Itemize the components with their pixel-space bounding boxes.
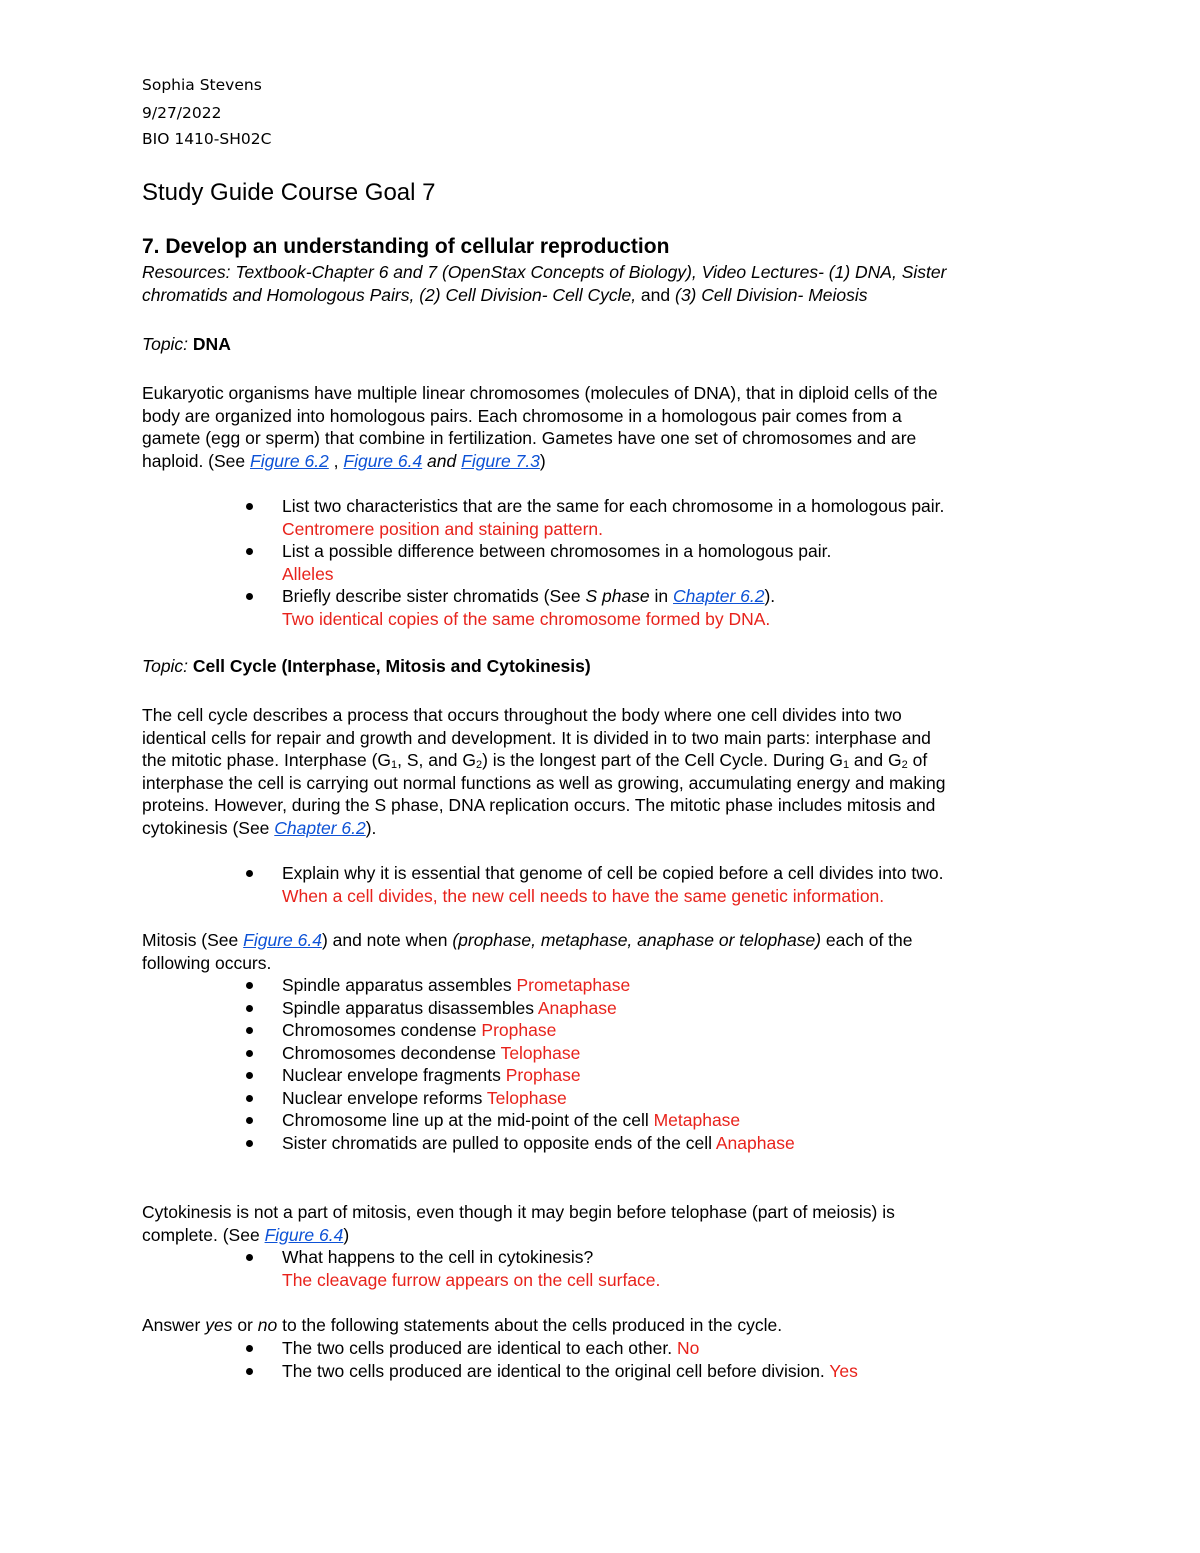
list-item <box>142 1132 1072 1155</box>
course-code: BIO 1410-SH02C <box>142 130 272 148</box>
bullet-icon <box>246 1005 253 1012</box>
answer-text: Metaphase <box>653 1110 741 1130</box>
text-part: of <box>907 750 928 770</box>
topic-dna-heading <box>142 333 231 356</box>
list-item <box>142 1109 1072 1132</box>
text-part: Answer <box>142 1315 206 1335</box>
text-part: to the following statements about the cells produced in the cycle. <box>277 1315 783 1335</box>
answer-text: Centromere position and staining pattern. <box>282 518 604 539</box>
bullet-icon <box>246 1117 253 1124</box>
bullet-icon <box>246 503 253 510</box>
dna-para-text: haploid. (See <box>142 450 250 471</box>
answer-text: Telophase <box>486 1087 567 1108</box>
figure-6-2-link[interactable]: Figure 6.2 <box>250 450 329 471</box>
cycle-paragraph <box>142 704 945 839</box>
question-text: Sister chromatids are pulled to opposite ends of the cell <box>282 1132 716 1153</box>
chapter-6-2-link[interactable]: Chapter 6.2 <box>274 817 366 838</box>
list-item <box>142 495 1072 540</box>
resources-line-2 <box>142 284 868 307</box>
dna-para-line-1: Eukaryotic organisms have multiple linear chromosomes (molecules of DNA), that in diploid cells of the <box>142 383 938 403</box>
cycle-line-3 <box>142 749 945 772</box>
cytokinesis-intro <box>142 1201 895 1246</box>
text-part: ) is the longest part of the Cell Cycle. During G <box>482 750 843 770</box>
answer-text: Yes <box>829 1360 858 1381</box>
figure-7-3-link[interactable]: Figure 7.3 <box>461 450 540 471</box>
bullet-icon <box>246 982 253 989</box>
topic-label: Topic: <box>142 656 193 676</box>
figure-6-4-link[interactable]: Figure 6.4 <box>243 930 322 950</box>
dna-para-line-3: gamete (egg or sperm) that combine in fertilization. Gametes have one set of chromosomes and are <box>142 428 917 448</box>
date: 9/27/2022 <box>142 104 222 122</box>
bullet-icon <box>246 1345 253 1352</box>
question-text: Explain why it is essential that genome of cell be copied before a cell divides into two. <box>282 863 944 883</box>
list-item <box>142 997 1072 1020</box>
dna-para-line-2: body are organized into homologous pairs. Each chromosome in a homologous pair comes from a <box>142 405 902 426</box>
question-text <box>282 585 1072 608</box>
text-part: Mitosis (See <box>142 930 244 950</box>
goal-heading: 7. Develop an understanding of cellular reproduction <box>142 235 670 258</box>
close-paren: ) <box>539 450 546 471</box>
text-part: each of the <box>821 930 913 950</box>
question-part: in <box>649 586 674 606</box>
bullet-icon <box>246 1140 253 1147</box>
subscript: 2 <box>901 759 908 771</box>
topic-name: Cell Cycle (Interphase, Mitosis and Cytokinesis) <box>192 656 591 676</box>
yesno-intro <box>142 1314 782 1337</box>
list-item <box>142 1246 1072 1291</box>
list-item <box>142 1360 1072 1383</box>
list-item <box>142 540 1072 585</box>
page-title: Study Guide Course Goal 7 <box>142 179 436 206</box>
no-text: no <box>257 1315 278 1335</box>
question-text: Nuclear envelope reforms <box>282 1087 487 1108</box>
cytokinesis-list <box>142 1246 1072 1291</box>
figure-6-4-link[interactable]: Figure 6.4 <box>264 1224 344 1245</box>
question-part: ). <box>764 586 776 606</box>
question-text: The two cells produced are identical to each other. <box>282 1338 677 1358</box>
and-text: and <box>422 450 462 471</box>
question-text: Spindle apparatus assembles <box>282 975 517 995</box>
resources-line-1: Resources: Textbook-Chapter 6 and 7 (OpenStax Concepts of Biology), Video Lectures- (1) DNA, Sister <box>142 262 947 282</box>
text-part: complete. (See <box>142 1224 265 1245</box>
answer-text: Telophase <box>500 1042 581 1063</box>
yes-text: yes <box>205 1315 233 1335</box>
list-item <box>142 1019 1072 1042</box>
dna-para-line-4 <box>142 450 938 473</box>
cycle-line-5: proteins. However, during the S phase, DNA replication occurs. The mitotic phase includes mitosis and <box>142 795 936 815</box>
bullet-icon <box>246 1368 253 1375</box>
list-item <box>142 974 1072 997</box>
dna-question-list <box>142 495 1072 630</box>
question-text: Chromosomes decondense <box>282 1042 501 1063</box>
figure-6-4-link[interactable]: Figure 6.4 <box>343 450 423 471</box>
question-text: The two cells produced are identical to the original cell before division. <box>282 1360 830 1381</box>
mitosis-list <box>142 974 1072 1154</box>
resources-text-a: chromatids and Homologous Pairs, (2) Cell Division- Cell Cycle, <box>142 285 637 305</box>
resources-text-b: (3) Cell Division- Meiosis <box>675 285 868 305</box>
subscript: 1 <box>391 759 398 771</box>
answer-text: Prophase <box>505 1065 581 1085</box>
text-part: or <box>232 1315 258 1335</box>
answer-text: No <box>676 1338 700 1358</box>
cycle-line-1: The cell cycle describes a process that occurs throughout the body where one cell divides into two <box>142 705 902 725</box>
text-part: , S, and G <box>397 750 476 770</box>
answer-text: Anaphase <box>715 1132 795 1153</box>
mitosis-intro <box>142 929 913 974</box>
author-name: Sophia Stevens <box>142 76 262 94</box>
phases-text: (prophase, metaphase, anaphase or telophase) <box>452 930 822 950</box>
question-text: Chromosomes condense <box>282 1020 482 1040</box>
topic-cycle-heading <box>142 655 591 678</box>
bullet-icon <box>246 548 253 555</box>
list-item <box>142 1087 1072 1110</box>
bullet-icon <box>246 1027 253 1034</box>
mitosis-line-2: following occurs. <box>142 952 272 973</box>
dna-paragraph <box>142 382 938 472</box>
question-text: List two characteristics that are the same for each chromosome in a homologous pair. <box>282 496 945 516</box>
chapter-6-2-link[interactable]: Chapter 6.2 <box>673 586 765 606</box>
answer-text: Prophase <box>481 1020 557 1040</box>
cycle-line-2: identical cells for repair and growth and development. It is divided in to two main parts: interphase and <box>142 727 931 748</box>
answer-text: Alleles <box>282 563 334 584</box>
text-part: ) and note when <box>321 930 453 950</box>
subscript: 1 <box>842 759 850 771</box>
list-item <box>142 585 1072 630</box>
cytokinesis-line-1: Cytokinesis is not a part of mitosis, even though it may begin before telophase (part of meiosis) is <box>142 1202 895 1222</box>
question-text: List a possible difference between chromosomes in a homologous pair. <box>282 541 832 561</box>
topic-label: Topic: <box>142 334 193 354</box>
answer-text: The cleavage furrow appears on the cell surface. <box>282 1269 661 1290</box>
resources-and: and <box>636 285 675 305</box>
question-text: Nuclear envelope fragments <box>282 1065 506 1085</box>
bullet-icon <box>246 870 253 877</box>
mitosis-line-1 <box>142 929 913 952</box>
topic-name: DNA <box>192 334 231 354</box>
yesno-list <box>142 1337 1072 1382</box>
bullet-icon <box>246 1254 253 1261</box>
cycle-question-list <box>142 862 1072 907</box>
answer-text: Prometaphase <box>516 975 631 995</box>
answer-text: When a cell divides, the new cell needs to have the same genetic information. <box>282 885 885 906</box>
answer-text: Anaphase <box>537 997 617 1018</box>
bullet-icon <box>246 1050 253 1057</box>
s-phase-text: S phase <box>585 586 650 606</box>
question-text: Spindle apparatus disassembles <box>282 997 538 1018</box>
question-text: What happens to the cell in cytokinesis? <box>282 1247 594 1267</box>
separator: , <box>328 450 344 471</box>
bullet-icon <box>246 1072 253 1079</box>
bullet-icon <box>246 593 253 600</box>
list-item <box>142 1042 1072 1065</box>
text-part: and G <box>849 750 902 770</box>
list-item <box>142 862 1072 907</box>
cycle-line-6 <box>142 817 945 840</box>
text-part: ) <box>343 1224 350 1245</box>
question-text: Chromosome line up at the mid-point of the cell <box>282 1110 654 1130</box>
question-part: Briefly describe sister chromatids (See <box>282 586 586 606</box>
list-item <box>142 1064 1072 1087</box>
cycle-line-4: interphase the cell is carrying out normal functions as well as growing, accumulating energy and making <box>142 772 946 793</box>
text-part: ). <box>365 817 377 838</box>
subscript: 2 <box>475 759 483 771</box>
cytokinesis-line-2 <box>142 1224 895 1247</box>
text-part: cytokinesis (See <box>142 817 275 838</box>
bullet-icon <box>246 1095 253 1102</box>
list-item <box>142 1337 1072 1360</box>
answer-text: Two identical copies of the same chromosome formed by DNA. <box>282 608 771 629</box>
text-part: the mitotic phase. Interphase (G <box>142 750 392 770</box>
